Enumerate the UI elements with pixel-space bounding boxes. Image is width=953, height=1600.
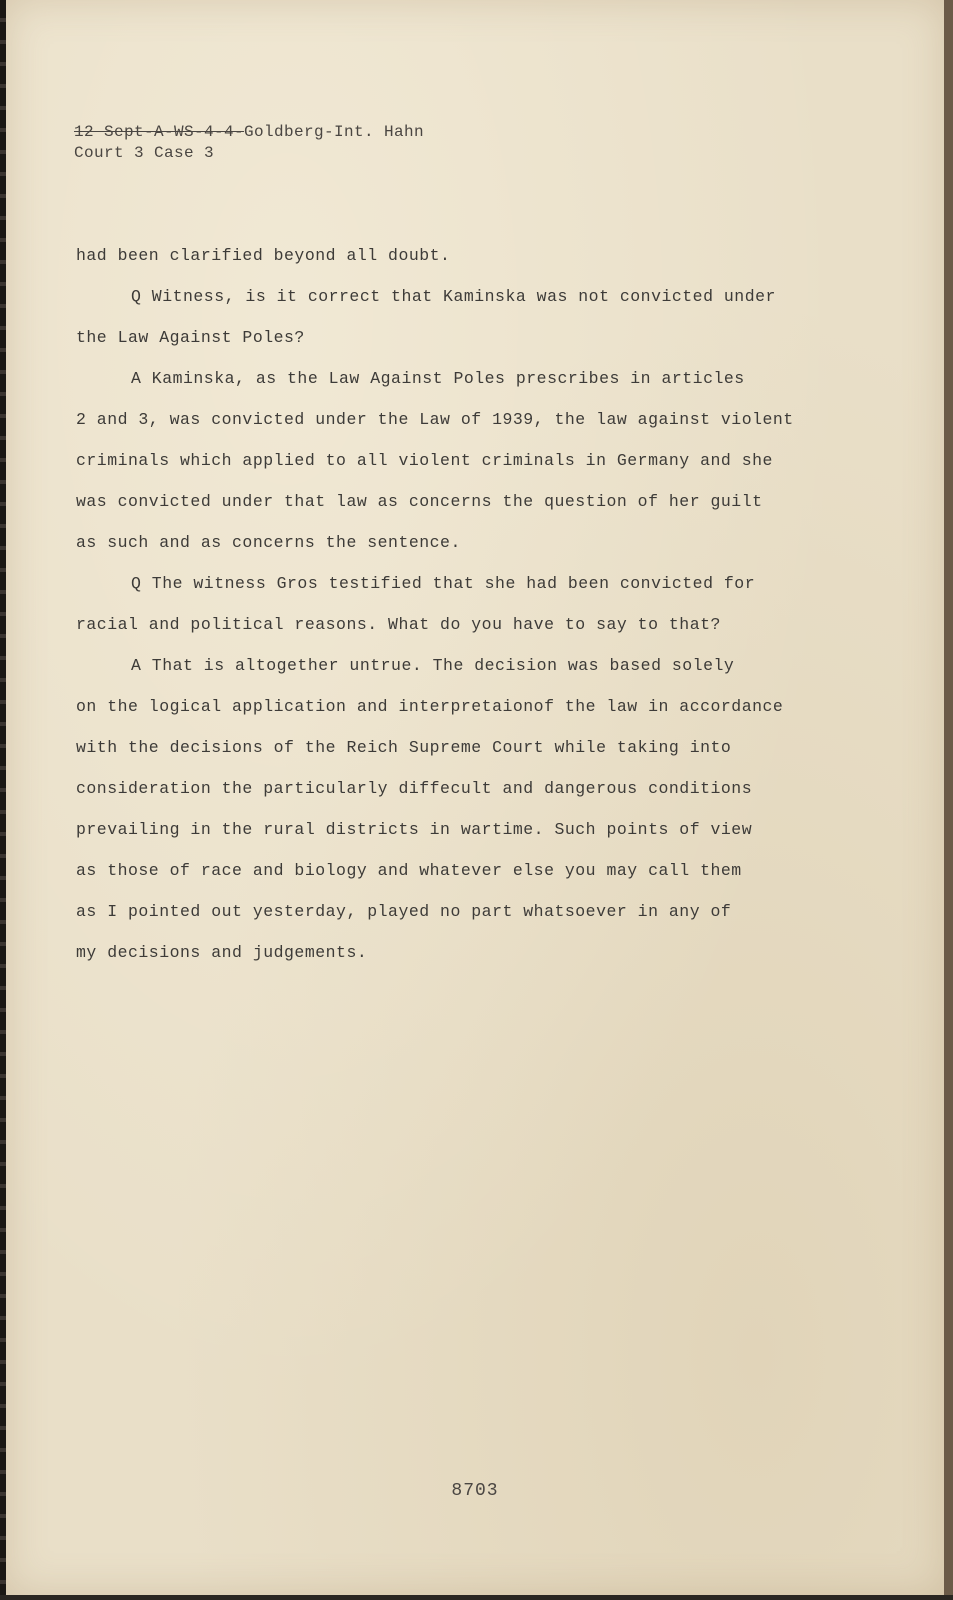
body-line: had been clarified beyond all doubt. <box>76 246 451 265</box>
body-line: consideration the particularly diffecult and dangerous conditions <box>76 779 753 798</box>
header-line-2: Court 3 Case 3 <box>74 144 215 162</box>
body-line: the Law Against Poles? <box>76 328 305 347</box>
document-header <box>74 122 424 164</box>
body-line: 2 and 3, was convicted under the Law of 1939, the law against violent <box>76 410 794 429</box>
header-transcript-info: Goldberg-Int. Hahn <box>244 123 425 141</box>
page-number: 8703 <box>451 1481 499 1501</box>
page-edge-right <box>944 0 953 1600</box>
body-line: as those of race and biology and whatever else you may call them <box>76 861 742 880</box>
body-line: with the decisions of the Reich Supreme Court while taking into <box>76 738 732 757</box>
body-line: on the logical application and interpretaionof the law in accordance <box>76 697 784 716</box>
header-struck-text: 12 Sept-A-WS-4-4- <box>74 123 245 141</box>
body-line: racial and political reasons. What do you have to say to that? <box>76 615 721 634</box>
body-line: as I pointed out yesterday, played no part whatsoever in any of <box>76 902 732 921</box>
body-line: my decisions and judgements. <box>76 943 368 962</box>
body-line: as such and as concerns the sentence. <box>76 533 461 552</box>
body-line: A That is altogether untrue. The decision was based solely <box>131 656 735 675</box>
body-line: prevailing in the rural districts in wartime. Such points of view <box>76 820 753 839</box>
body-line: was convicted under that law as concerns the question of her guilt <box>76 492 763 511</box>
document-body <box>76 244 796 982</box>
body-line: A Kaminska, as the Law Against Poles prescribes in articles <box>131 369 745 388</box>
body-line: Q Witness, is it correct that Kaminska was not convicted under <box>131 287 776 306</box>
page-edge-bottom <box>0 1595 953 1600</box>
body-line: criminals which applied to all violent criminals in Germany and she <box>76 451 773 470</box>
header-line-1 <box>74 122 424 143</box>
body-line: Q The witness Gros testified that she had been convicted for <box>131 574 756 593</box>
document-page <box>6 0 944 1595</box>
